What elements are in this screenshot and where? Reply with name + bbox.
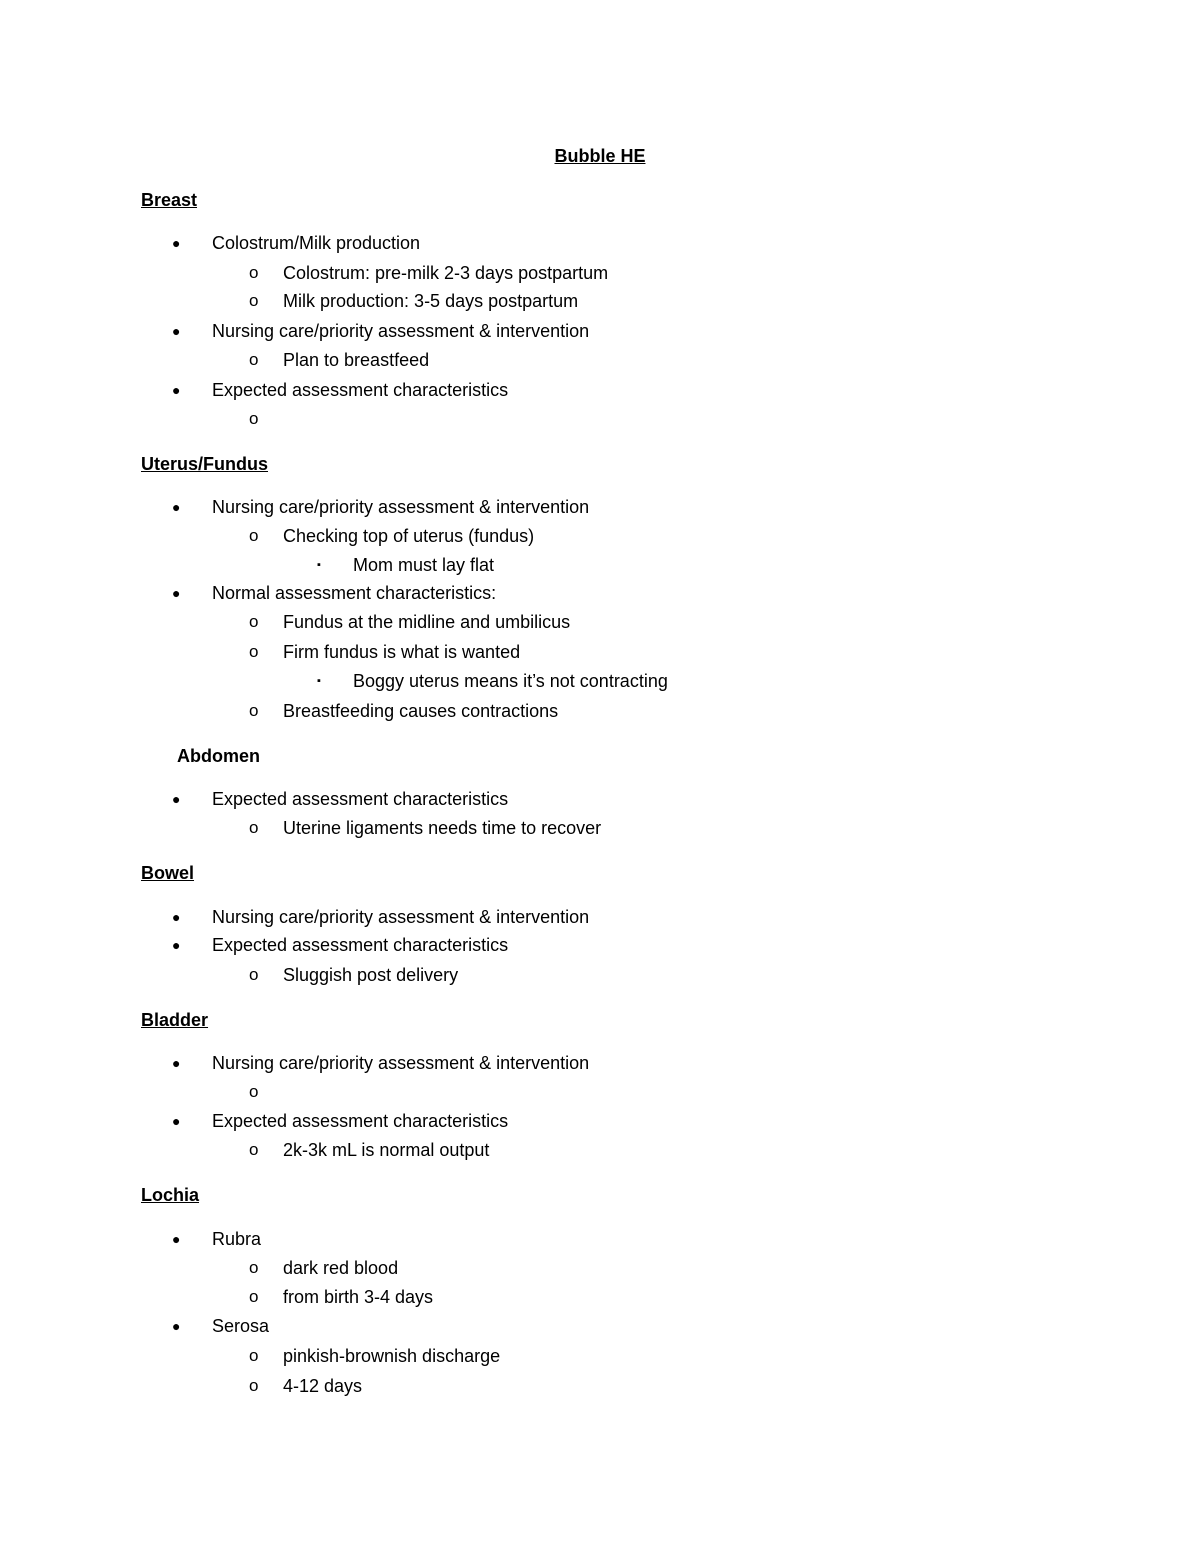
list-item xyxy=(172,232,421,254)
list-item-text: Nursing care/priority assessment & intervention xyxy=(212,321,590,341)
circle-bullet-icon: o xyxy=(249,701,259,720)
section-heading-bladder: Bladder xyxy=(141,1010,209,1030)
list-item xyxy=(249,262,609,284)
list-item xyxy=(172,934,509,956)
list-item xyxy=(172,1052,590,1074)
list-item-text: Serosa xyxy=(212,1316,270,1336)
list-item xyxy=(172,320,590,342)
square-bullet-icon: ▪ xyxy=(317,675,321,687)
bullet-icon: ● xyxy=(172,499,181,515)
list-item xyxy=(249,1375,363,1397)
list-item-text: Expected assessment characteristics xyxy=(212,935,509,955)
bullet-icon: ● xyxy=(172,235,181,251)
list-item xyxy=(172,788,509,810)
list-item-text: Expected assessment characteristics xyxy=(212,1111,509,1131)
list-item xyxy=(249,1345,501,1367)
bullet-icon: ● xyxy=(172,937,181,953)
list-item xyxy=(249,964,459,986)
list-item xyxy=(249,700,559,722)
circle-bullet-icon: o xyxy=(249,526,259,545)
list-item-text: Checking top of uterus (fundus) xyxy=(283,526,535,546)
list-item xyxy=(249,1139,490,1161)
bullet-icon: ● xyxy=(172,909,181,925)
circle-bullet-icon: o xyxy=(249,965,259,984)
document-title: Bubble HE xyxy=(554,146,646,166)
circle-bullet-icon: o xyxy=(249,350,259,369)
section-heading-abdomen: Abdomen xyxy=(177,746,260,766)
list-item-text: Nursing care/priority assessment & intervention xyxy=(212,1053,590,1073)
list-item xyxy=(317,670,668,692)
list-item-text: Colostrum: pre-milk 2-3 days postpartum xyxy=(283,263,609,283)
list-item xyxy=(249,611,571,633)
circle-bullet-icon: o xyxy=(249,1346,259,1365)
bullet-icon: ● xyxy=(172,323,181,339)
circle-bullet-icon: o xyxy=(249,263,259,282)
bullet-icon: ● xyxy=(172,1113,181,1129)
section-heading-breast: Breast xyxy=(141,190,198,210)
list-item-text: Milk production: 3-5 days postpartum xyxy=(283,291,579,311)
list-item-text: dark red blood xyxy=(283,1258,399,1278)
list-item xyxy=(172,582,497,604)
list-item xyxy=(172,1228,262,1250)
list-item-text: Nursing care/priority assessment & intervention xyxy=(212,497,590,517)
list-item xyxy=(317,554,495,576)
bullet-icon: ● xyxy=(172,382,181,398)
list-item xyxy=(172,379,509,401)
list-item-text: Mom must lay flat xyxy=(353,555,495,575)
list-item-text: pinkish-brownish discharge xyxy=(283,1346,501,1366)
list-item-text: Nursing care/priority assessment & intervention xyxy=(212,907,590,927)
bullet-icon: ● xyxy=(172,1318,181,1334)
list-item-text: 2k-3k mL is normal output xyxy=(283,1140,490,1160)
list-item-text: Colostrum/Milk production xyxy=(212,233,421,253)
list-item-text: Uterine ligaments needs time to recover xyxy=(283,818,602,838)
list-item xyxy=(172,1110,509,1132)
bullet-icon: ● xyxy=(172,1055,181,1071)
list-item xyxy=(249,290,579,312)
list-item xyxy=(172,496,590,518)
square-bullet-icon: ▪ xyxy=(317,559,321,571)
list-item-text: Plan to breastfeed xyxy=(283,350,430,370)
circle-bullet-icon: o xyxy=(249,1258,259,1277)
list-item xyxy=(249,525,535,547)
list-item xyxy=(172,906,590,928)
circle-bullet-icon: o xyxy=(249,642,259,661)
circle-bullet-icon: o xyxy=(249,1376,259,1395)
bullet-icon: ● xyxy=(172,1231,181,1247)
list-item-text: Expected assessment characteristics xyxy=(212,380,509,400)
list-item xyxy=(249,1257,399,1279)
list-item xyxy=(172,1315,270,1337)
section-heading-uterus: Uterus/Fundus xyxy=(141,454,269,474)
list-item-text: Fundus at the midline and umbilicus xyxy=(283,612,571,632)
list-item xyxy=(249,817,602,839)
circle-bullet-icon: o xyxy=(249,1082,259,1101)
circle-bullet-icon: o xyxy=(249,1287,259,1306)
circle-bullet-icon: o xyxy=(249,1140,259,1159)
bullet-icon: ● xyxy=(172,585,181,601)
list-item-text: Rubra xyxy=(212,1229,262,1249)
section-heading-lochia: Lochia xyxy=(141,1185,200,1205)
list-item-text: Normal assessment characteristics: xyxy=(212,583,497,603)
list-item-text: from birth 3-4 days xyxy=(283,1287,434,1307)
circle-bullet-icon: o xyxy=(249,818,259,837)
list-item xyxy=(249,349,430,371)
list-item-text: Sluggish post delivery xyxy=(283,965,459,985)
circle-bullet-icon: o xyxy=(249,612,259,631)
list-item-text: 4-12 days xyxy=(283,1376,363,1396)
list-item xyxy=(249,641,521,663)
list-item-text: Firm fundus is what is wanted xyxy=(283,642,521,662)
list-item-text: Expected assessment characteristics xyxy=(212,789,509,809)
list-item xyxy=(249,1286,434,1308)
section-heading-bowel: Bowel xyxy=(141,863,195,883)
bullet-icon: ● xyxy=(172,791,181,807)
list-item-text: Boggy uterus means it’s not contracting xyxy=(353,671,668,691)
circle-bullet-icon: o xyxy=(249,409,259,428)
circle-bullet-icon: o xyxy=(249,291,259,310)
list-item-text: Breastfeeding causes contractions xyxy=(283,701,559,721)
